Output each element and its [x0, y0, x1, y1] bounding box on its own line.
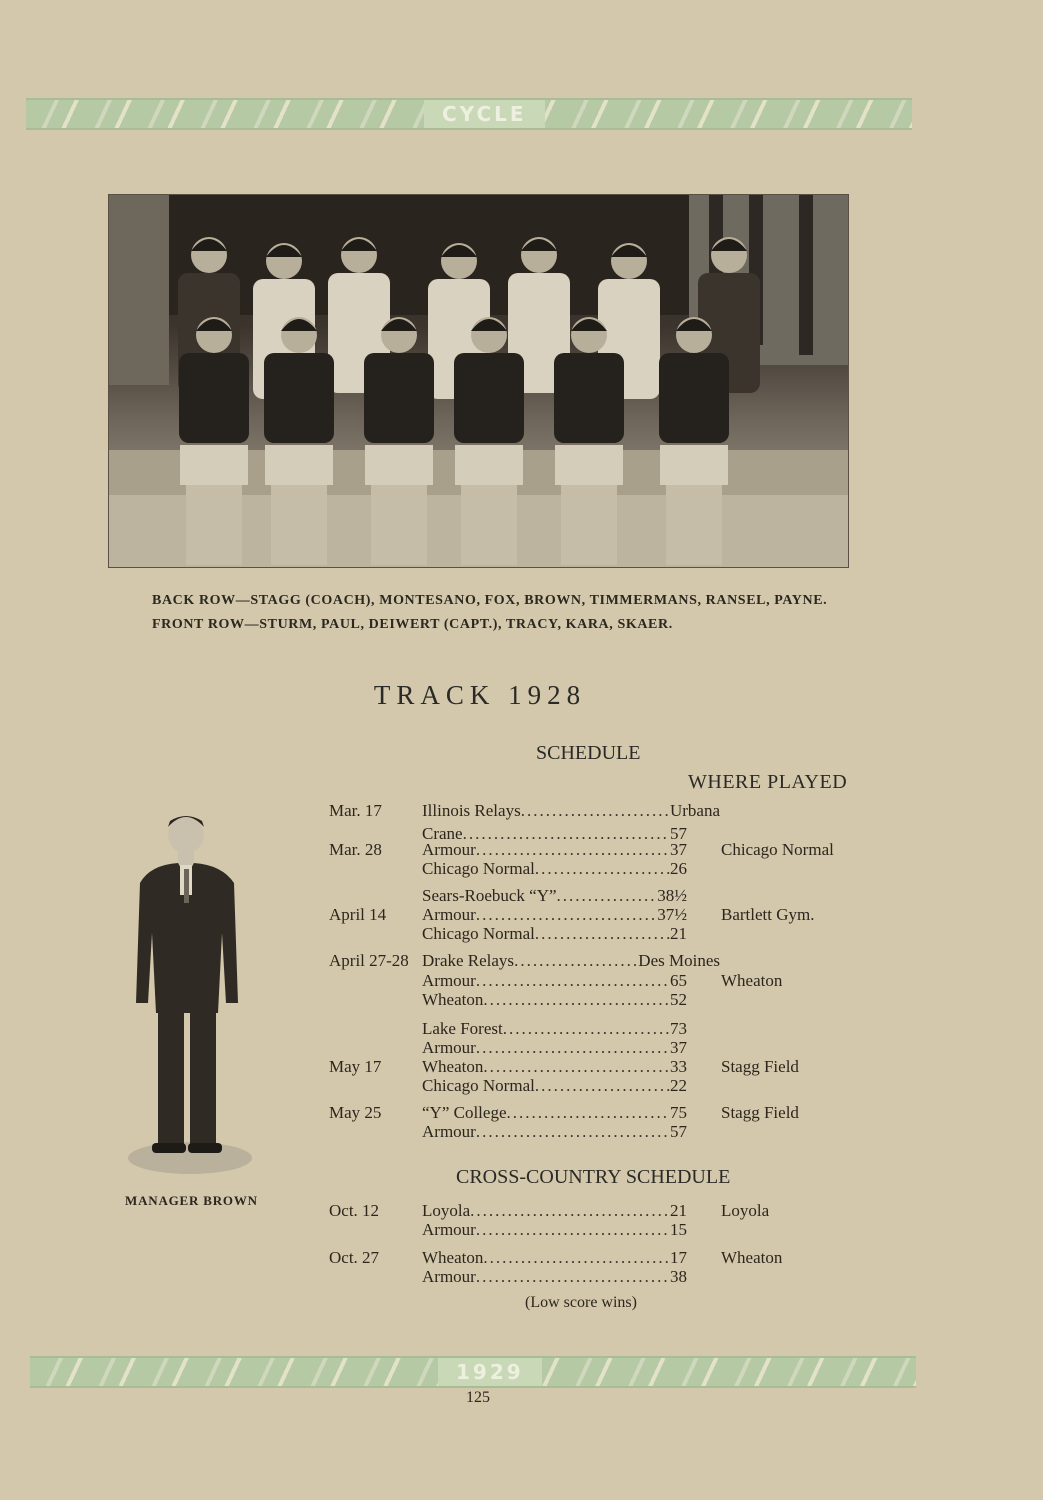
meet-date: May 25	[329, 1103, 382, 1122]
meet-entry	[422, 971, 687, 990]
team-name: Armour	[422, 1038, 476, 1057]
meet-location: Des Moines	[638, 951, 720, 970]
team-score: 21	[670, 1201, 687, 1220]
meet-entry	[422, 1019, 687, 1038]
team-name: Chicago Normal	[422, 1076, 535, 1095]
meet-date: Mar. 17	[329, 801, 382, 820]
dot-leader	[507, 1103, 671, 1122]
team-score: 21	[670, 924, 687, 943]
dot-leader	[470, 1201, 670, 1220]
header-decorative-band	[26, 98, 912, 130]
dot-leader	[476, 905, 657, 924]
team-score: 38½	[657, 886, 687, 905]
meet-entry	[422, 1122, 687, 1141]
page-title: TRACK 1928	[373, 680, 587, 710]
dot-leader	[483, 1057, 670, 1076]
team-name: Armour	[422, 1267, 476, 1286]
dot-leader	[476, 1220, 670, 1239]
meet-entry	[422, 990, 687, 1009]
team-score: 17	[670, 1248, 687, 1267]
meet-entry	[422, 840, 687, 859]
meet-location: Urbana	[669, 801, 720, 820]
meet-entry	[422, 886, 687, 905]
schedule-heading: SCHEDULE	[536, 742, 641, 764]
dot-leader	[514, 951, 638, 970]
team-name: Armour	[422, 840, 476, 859]
team-score: 52	[670, 990, 687, 1009]
team-score: 37½	[657, 905, 687, 924]
meet-entry	[422, 924, 687, 943]
dot-leader	[535, 859, 670, 878]
meet-date: April 14	[329, 905, 387, 924]
page-number: 125	[466, 1389, 490, 1406]
meet-location: Loyola	[721, 1201, 770, 1220]
meet-entry	[422, 1038, 687, 1057]
meet-entry	[422, 905, 687, 924]
team-name: Illinois Relays	[422, 801, 521, 820]
team-score: 65	[670, 971, 687, 990]
team-name: Wheaton	[422, 990, 484, 1009]
team-score: 57	[670, 824, 687, 843]
team-name: Chicago Normal	[422, 859, 535, 878]
manager-caption: MANAGER BROWN	[125, 1193, 258, 1208]
meet-location: Wheaton	[721, 971, 783, 990]
meet-entry	[422, 1201, 687, 1220]
manager-portrait	[122, 813, 254, 1179]
dot-leader	[476, 971, 670, 990]
team-score: 73	[670, 1019, 687, 1038]
meet-date: April 27-28	[329, 951, 409, 970]
dot-leader	[521, 801, 670, 820]
dot-leader	[483, 1248, 670, 1267]
meet-date: Mar. 28	[329, 840, 382, 859]
team-score: 37	[670, 840, 687, 859]
team-score: 57	[670, 1122, 687, 1141]
team-photo	[108, 194, 849, 568]
meet-entry	[422, 1076, 687, 1095]
team-name: Crane	[422, 824, 463, 843]
dot-leader	[476, 1038, 670, 1057]
team-name: Armour	[422, 905, 476, 924]
meet-date: Oct. 12	[329, 1201, 380, 1220]
meet-entry	[422, 1220, 687, 1239]
dot-leader	[557, 886, 658, 905]
team-name: Armour	[422, 1122, 476, 1141]
team-score: 33	[670, 1057, 687, 1076]
dot-leader	[535, 924, 670, 943]
team-name: “Y” College	[422, 1103, 507, 1122]
dot-leader	[476, 1267, 670, 1286]
meet-date: May 17	[329, 1057, 382, 1076]
where-played-heading: WHERE PLAYED	[688, 771, 848, 793]
dot-leader	[476, 1122, 670, 1141]
meet-entry	[422, 1248, 687, 1267]
meet-location: Stagg Field	[721, 1103, 799, 1122]
photo-caption-front-row: FRONT ROW—STURM, PAUL, DEIWERT (CAPT.), TRACY, KARA, SKAER.	[152, 617, 673, 632]
meet-location: Wheaton	[721, 1248, 783, 1267]
meet-entry	[422, 1267, 687, 1286]
team-name: Wheaton	[422, 1248, 484, 1267]
meet-entry	[422, 859, 687, 878]
cross-country-heading: CROSS-COUNTRY SCHEDULE	[456, 1166, 731, 1188]
footer-decorative-band	[30, 1356, 916, 1388]
meet-entry	[422, 1057, 687, 1076]
team-name: Lake Forest	[422, 1019, 503, 1038]
dot-leader	[503, 1019, 670, 1038]
meet-date: Oct. 27	[329, 1248, 380, 1267]
dot-leader	[476, 840, 670, 859]
team-score: 22	[670, 1076, 687, 1095]
team-name: Sears-Roebuck “Y”	[422, 886, 557, 905]
photo-caption-back-row: BACK ROW—STAGG (COACH), MONTESANO, FOX, BROWN, TIMMERMANS, RANSEL, PAYNE.	[152, 593, 828, 608]
meet-entry	[422, 1103, 687, 1122]
team-name: Armour	[422, 1220, 476, 1239]
dot-leader	[483, 990, 670, 1009]
meet-entry	[422, 801, 720, 820]
team-score: 37	[670, 1038, 687, 1057]
team-photo-figures	[109, 195, 848, 567]
team-score: 15	[670, 1220, 687, 1239]
meet-location: Chicago Normal	[721, 840, 834, 859]
team-score: 26	[670, 859, 687, 878]
team-score: 75	[670, 1103, 687, 1122]
header-band-text: CYCLE	[424, 100, 545, 128]
team-score: 38	[670, 1267, 687, 1286]
team-name: Loyola	[422, 1201, 471, 1220]
footer-band-text: 1929	[438, 1358, 542, 1386]
meet-location: Stagg Field	[721, 1057, 799, 1076]
team-name: Chicago Normal	[422, 924, 535, 943]
dot-leader	[535, 1076, 670, 1095]
team-name: Drake Relays	[422, 951, 515, 970]
meet-entry	[422, 951, 720, 970]
scoring-note: (Low score wins)	[525, 1294, 637, 1311]
meet-location: Bartlett Gym.	[721, 905, 815, 924]
team-name: Wheaton	[422, 1057, 484, 1076]
team-name: Armour	[422, 971, 476, 990]
